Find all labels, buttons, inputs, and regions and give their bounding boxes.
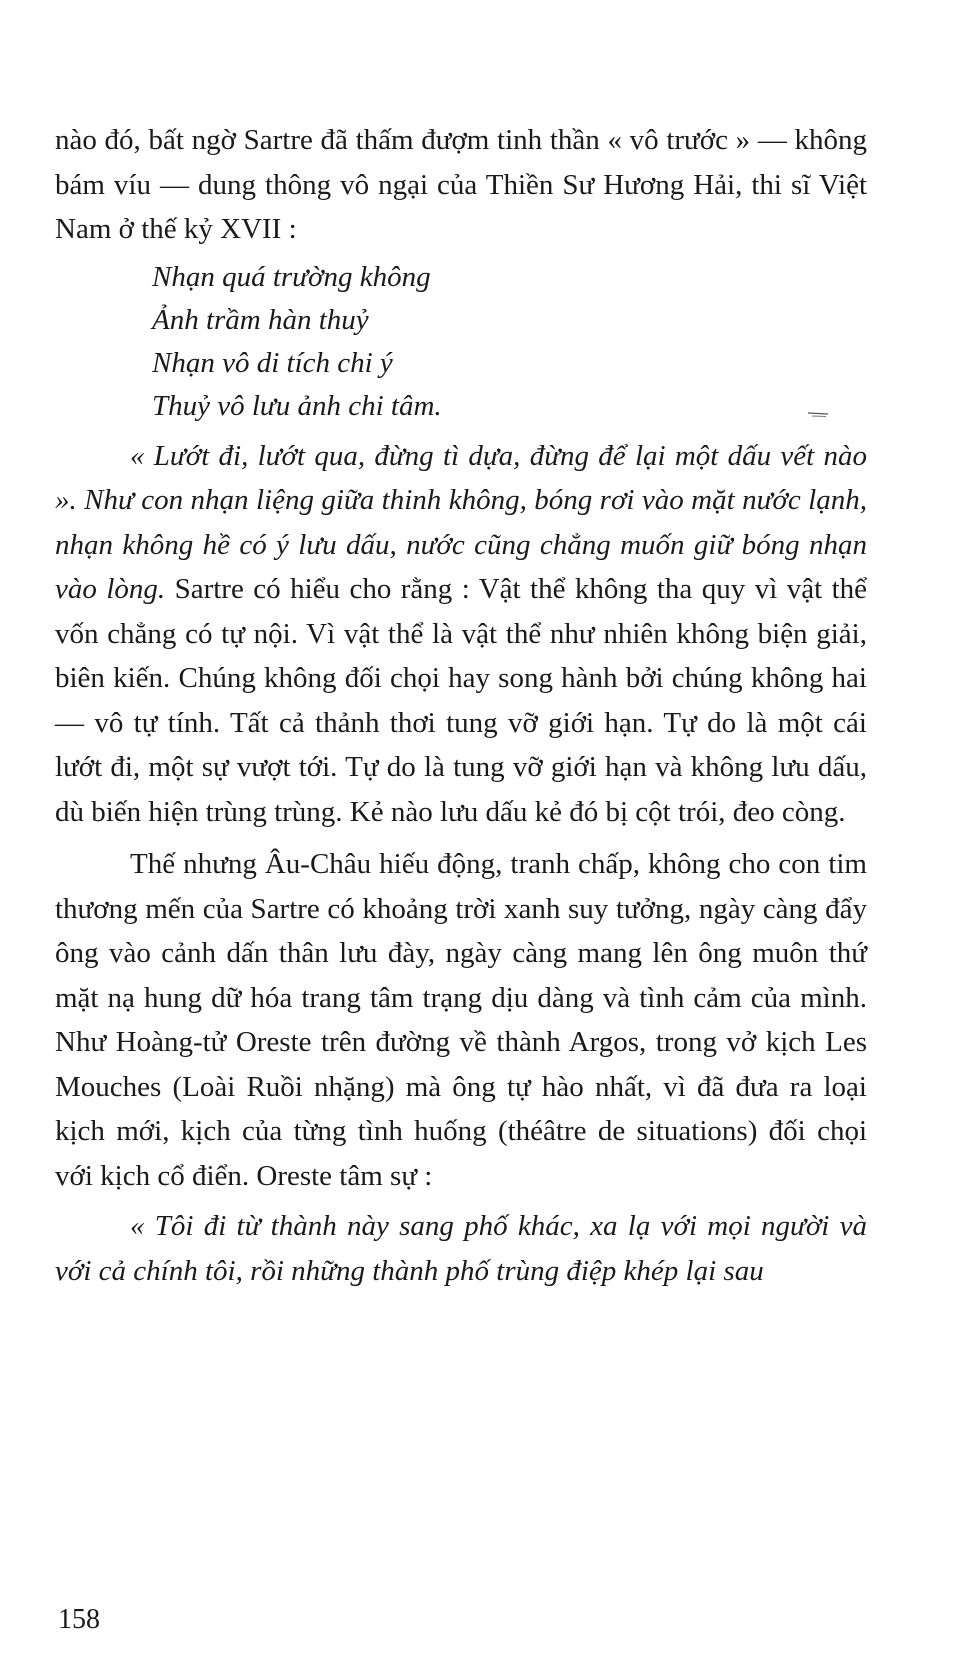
page-body [55, 118, 867, 1293]
scan-mark-icon [806, 410, 830, 418]
paragraph-2-italic: « Lướt đi, lướt qua, đừng tì dựa, đừng để lại một dấu vết nào ». Như con nhạn liệng giữa thinh không, bóng rơi vào mặt nước lạnh, nhạn không hề có ý lưu dấu, nước cũng chẳng muốn giữ bóng nhạn vào lòng. [55, 439, 867, 605]
paragraph-3: Thế nhưng Âu-Châu hiếu động, tranh chấp, không cho con tim thương mến của Sartre có khoảng trời xanh suy tưởng, ngày càng đẩy ông vào cảnh dấn thân lưu đày, ngày càng mang lên ông muôn thứ mặt nạ hung dữ hóa trang tâm trạng dịu dàng và tình cảm của mình. Như Hoàng-tử Oreste trên đường về thành Argos, trong vở kịch Les Mouches (Loài Ruồi nhặng) mà ông tự hào nhất, vì đã đưa ra loại kịch mới, kịch của từng tình huống (théâtre de situations) đối chọi với kịch cổ điển. Oreste tâm sự : [55, 848, 867, 1192]
poem-line-3: Nhạn vô di tích chi ý [152, 346, 393, 379]
poem [152, 256, 867, 428]
poem-line-1: Nhạn quá trường không [152, 260, 431, 293]
page-number: 158 [58, 1604, 100, 1635]
paragraph-2 [55, 434, 867, 835]
poem-line-4: Thuỷ vô lưu ảnh chi tâm. [152, 389, 442, 422]
poem-line-2: Ảnh trầm hàn thuỷ [152, 303, 369, 336]
paragraph-1: nào đó, bất ngờ Sartre đã thấm đượm tinh thần « vô trước » — không bám víu — dung thông vô ngại của Thiền Sư Hương Hải, thi sĩ Việt Nam ở thế kỷ XVII : [55, 124, 867, 245]
quote-paragraph: « Tôi đi từ thành này sang phố khác, xa lạ với mọi người và với cả chính tôi, rồi những thành phố trùng điệp khép lại sau [55, 1210, 867, 1287]
paragraph-2-roman: Sartre có hiểu cho rằng : Vật thể không tha quy vì vật thể vốn chẳng có tự nội. Vì vật thể là vật thể như nhiên không biện giải, biên kiến. Chúng không đối chọi hay song hành bởi chúng không hai — vô tự tính. Tất cả thảnh thơi tung vỡ giới hạn. Tự do là một cái lướt đi, một sự vượt tới. Tự do là tung vỡ giới hạn và không lưu dấu, dù biến hiện trùng trùng. Kẻ nào lưu dấu kẻ đó bị cột trói, đeo còng. [55, 573, 867, 828]
